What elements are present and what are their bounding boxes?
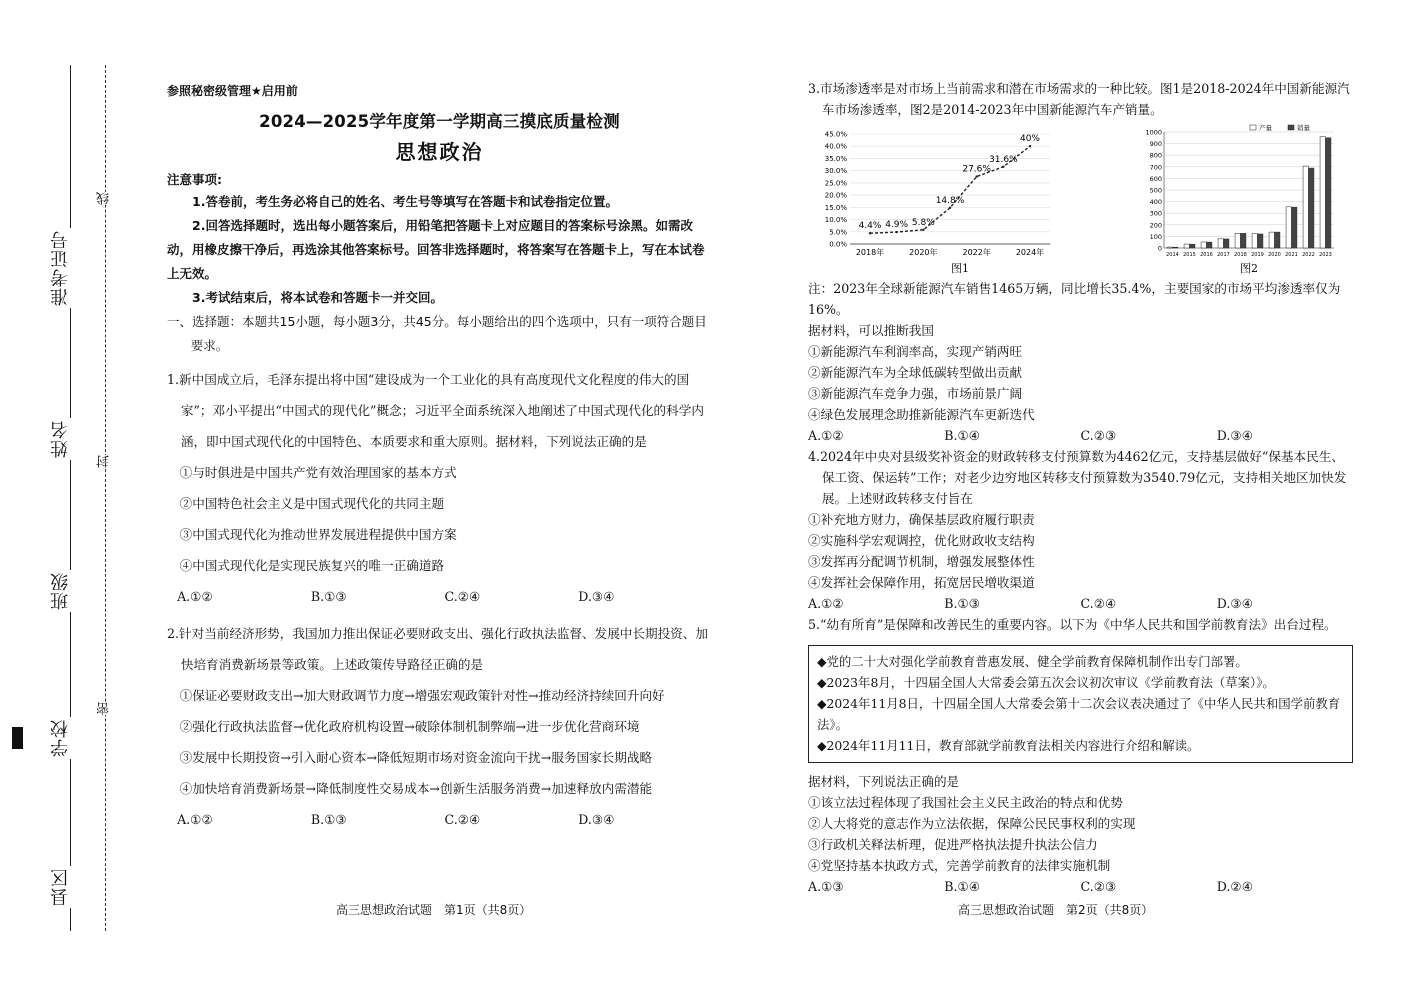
choice-c: C.②③ [1080,428,1117,443]
data-point [949,207,951,209]
y-tick-label: 45.0% [824,130,847,139]
x-tick-label: 2015 [1183,252,1196,258]
choice-c: C.②③ [1080,879,1117,894]
question-option: ③中国式现代化为推动世界发展进程提供中国方案 [179,527,457,542]
x-tick-label: 2016 [1200,252,1213,258]
choice-d: D.③④ [1216,596,1253,611]
x-tick-label: 2017 [1217,252,1230,258]
x-tick-label: 2020 [1268,252,1281,258]
bar [1292,207,1297,248]
data-label: 5.8% [911,217,935,228]
x-tick-label: 2022年 [962,248,991,257]
y-tick-label: 700 [1149,163,1162,172]
bar [1173,247,1178,248]
data-label: 40% [1019,134,1041,145]
alignment-mark [12,727,23,749]
answer-choices [808,876,1353,897]
y-tick-label: 30.0% [824,167,847,176]
question-5 [808,614,1353,897]
y-tick-label: 5.0% [829,228,847,237]
y-tick-label: 800 [1149,151,1162,160]
y-tick-label: 300 [1149,209,1162,218]
subject-title: 思想政治 [395,140,484,164]
chart-title: 图1 [951,262,969,275]
y-tick-label: 40.0% [824,142,847,151]
bar [1303,166,1308,248]
question-stem: 2.针对当前经济形势，我国加力推出保证必要财政支出、强化行政执法监督、发展中长期投资、加快培育消费新场景等政策。上述政策传导路径正确的是 [167,626,708,672]
data-point [1002,166,1004,168]
bar [1190,244,1195,248]
page-2 [808,78,1353,897]
timeline-item: ◆2024年11月11日，教育部就学前教育法相关内容进行介绍和解读。 [817,738,1200,753]
legend-swatch [1250,125,1256,130]
data-point [869,232,871,234]
secret-level: 参照秘密级管理★启用前 [167,84,298,98]
bar [1224,239,1229,248]
question-option: ②中国特色社会主义是中国式现代化的共同主题 [179,496,445,511]
choice-a: A.①② [177,589,213,604]
question-option: ②实施科学宏观调控，优化财政收支结构 [808,533,1035,548]
choice-d: D.③④ [578,812,615,827]
question-stem: 4.2024年中央对县级奖补资金的财政转移支付预算数为4462亿元，支持基层做好“保基本民生、保工资、保运转”工作；对老少边穷地区转移支付预算数为3540.79亿元，支持相关地区加快发展。上述财政转移支付旨在 [808,449,1347,506]
bar [1201,242,1206,248]
choice-c: C.②④ [444,812,481,827]
choice-a: A.①② [177,812,213,827]
x-tick-label: 2020年 [909,248,938,257]
y-tick-label: 200 [1149,221,1162,230]
x-tick-label: 2018 [1234,252,1247,258]
data-label: 14.8% [935,195,965,206]
x-tick-label: 2024年 [1015,248,1045,257]
seal-seal-char: 封 [95,455,115,468]
bar [1241,233,1246,248]
chart-title: 图2 [1240,262,1258,275]
question-option: ④绿色发展理念助推新能源汽车更新迭代 [808,407,1035,422]
answer-choices [167,804,712,835]
timeline-item: ◆2024年11月8日，十四届全国人大常委会第十二次会议表决通过了《中华人民共和国学前教育法》。 [817,696,1341,732]
y-tick-label: 25.0% [824,179,847,188]
choice-b: B.①③ [310,589,347,604]
choice-d: D.③④ [578,589,615,604]
choice-b: B.①③ [944,596,981,611]
choice-b: B.①③ [310,812,347,827]
exam-title: 2024—2025学年度第一学期高三摸底质量检测 [259,112,620,131]
section-heading: 一、选择题：本题共15小题，每小题3分，共45分。每小题给出的四个选项中，只有一项符合题目要求。 [167,314,707,353]
y-tick-label: 100 [1149,232,1162,241]
question-1 [167,364,712,612]
field-name-label: 姓名 [48,418,88,460]
x-tick-label: 2014 [1166,252,1179,258]
chart-area [808,124,1353,276]
y-tick-label: 10.0% [824,216,847,225]
bar [1235,233,1240,248]
data-label: 31.6% [989,154,1018,165]
timeline-item: ◆2023年8月，十四届全国人大常委会第五次会议初次审议《学前教育法（草案）》。 [817,675,1275,690]
legend-label: 销量 [1297,124,1310,132]
bar [1269,232,1274,248]
seal-secret-char: 密 [95,702,115,715]
bar [1320,137,1325,248]
question-option: ③新能源汽车竞争力强，市场前景广阔 [808,386,1023,401]
question-option: ②人大将党的意志作为立法依据，保障公民民事权利的实现 [808,816,1136,831]
bar [1258,234,1263,248]
y-tick-label: 0 [1157,244,1162,253]
data-point [975,175,977,177]
chart-production-sales [1138,124,1338,276]
question-option: ①与时俱进是中国共产党有效治理国家的基本方式 [179,465,457,480]
seal-line-char: 线 [95,192,115,205]
x-tick-label: 2021 [1285,252,1298,258]
bar [1207,242,1212,248]
answer-choices [808,425,1353,446]
data-point [922,229,924,231]
question-option: ③发展中长期投资→引入耐心资本→降低短期市场对资金流向干扰→服务国家长期战略 [179,750,653,765]
question-option: ①新能源汽车利润率高，实现产销两旺 [808,344,1023,359]
question-option: ②新能源汽车为全球低碳转型做出贡献 [808,365,1023,380]
question-option: ①该立法过程体现了我国社会主义民主政治的特点和优势 [808,795,1123,810]
x-tick-label: 2019 [1251,252,1264,258]
data-point [895,231,897,233]
y-tick-label: 400 [1149,198,1162,207]
question-stem: 5.“幼有所育”是保障和改善民生的重要内容。以下为《中华人民共和国学前教育法》出台过程。 [808,617,1337,632]
y-tick-label: 15.0% [824,203,847,212]
notice-item: 2.回答选择题时，选出每小题答案后，用铅笔把答题卡上对应题目的答案标号涂黑。如需改动，用橡皮擦干净后，再选涂其他答案标号。回答非选择题时，将答案写在答题卡上，写在本试卷上无效。 [167,218,705,281]
choice-a: A.①② [808,428,844,443]
bar [1184,244,1189,248]
page-1 [167,78,712,835]
bar [1252,234,1257,248]
data-label: 4.4% [858,221,882,232]
y-tick-label: 0.0% [829,240,847,249]
question-option: ②强化行政执法监督→优化政府机构设置→破除体制机制弊端→进一步优化营商环境 [179,719,640,734]
question-2 [167,618,712,835]
answer-choices [167,581,712,612]
data-label: 27.6% [962,164,991,175]
page-1-footer: 高三思想政治试题 第1页（共8页） [336,903,532,917]
question-stem: 1.新中国成立后，毛泽东提出将中国“建设成为一个工业化的具有高度现代文化程度的伟大的国家”；邓小平提出“中国式的现代化”概念；习近平全面系统深入地阐述了中国式现代化的科学内涵，即中国式现代化的中国特色、本质要求和重大原则。据材料，下列说法正确的是 [167,372,704,449]
bar [1326,138,1331,248]
question-option: ③发挥再分配调节机制，增强发展整体性 [808,554,1035,569]
question-option: ④发挥社会保障作用，拓宽居民增收渠道 [808,575,1035,590]
bar [1286,207,1291,248]
choice-c: C.②④ [444,589,481,604]
notice-item: 1.答卷前，考生务必将自己的姓名、考生号等填写在答题卡和试卷指定位置。 [192,194,618,209]
y-tick-label: 20.0% [824,191,847,200]
x-tick-label: 2018年 [855,248,885,257]
binding-solid-line [70,65,71,931]
choice-d: D.②④ [1216,879,1253,894]
choice-a: A.①② [808,596,844,611]
question-option: ④加快培育消费新场景→降低制度性交易成本→创新生活服务消费→加速释放内需潜能 [179,781,653,796]
data-point [1029,145,1031,147]
x-tick-label: 2023 [1319,252,1332,258]
timeline-item: ◆党的二十大对强化学前教育普惠发展、健全学前教育保障机制作出专门部署。 [817,654,1248,669]
question-option: ④党坚持基本执政方式，完善学前教育的法律实施机制 [808,858,1111,873]
field-exam-no-label: 准考证号 [48,228,88,308]
notice-heading: 注意事项: [167,172,222,187]
choice-c: C.②④ [1080,596,1117,611]
field-school-label: 学校 [48,717,88,759]
data-label: 4.9% [885,220,909,231]
question-option: ③行政机关释法析理，促进严格执法提升执法公信力 [808,837,1098,852]
choice-b: B.①④ [944,879,981,894]
field-county-label: 县区 [48,866,88,908]
question-lead: 据材料，下列说法正确的是 [808,774,960,789]
page-2-footer: 高三思想政治试题 第2页（共8页） [958,903,1154,917]
notice-item: 3.考试结束后，将本试卷和答题卡一并交回。 [192,290,443,305]
y-tick-label: 1000 [1145,128,1162,137]
question-stem: 3.市场渗透率是对市场上当前需求和潜在市场需求的一种比较。图1是2018-2024年中国新能源汽车市场渗透率，图2是2014-2023年中国新能源汽车产销量。 [808,81,1350,117]
question-3 [808,78,1353,446]
choice-d: D.③④ [1216,428,1253,443]
bar [1218,239,1223,248]
bar [1275,232,1280,248]
legend-label: 产量 [1259,124,1272,132]
question-lead: 据材料，可以推断我国 [808,323,934,338]
question-note: 注：2023年全球新能源汽车销售1465万辆，同比增长35.4%，主要国家的市场平均渗透率仅为16%。 [808,281,1341,317]
answer-choices [808,593,1353,614]
field-class-label: 班级 [48,570,88,612]
choice-b: B.①④ [944,428,981,443]
chart-penetration-rate [818,124,1068,276]
binding-margin [0,0,125,1003]
notice-section [167,169,712,310]
question-option: ④中国式现代化是实现民族复兴的唯一正确道路 [179,558,445,573]
bar [1309,168,1314,248]
x-tick-label: 2022 [1302,252,1315,258]
question-option: ①补充地方财力，确保基层政府履行职责 [808,512,1035,527]
y-tick-label: 600 [1149,174,1162,183]
y-tick-label: 900 [1149,140,1162,149]
choice-a: A.①③ [808,879,844,894]
question-4 [808,446,1353,614]
y-tick-label: 35.0% [824,154,847,163]
y-tick-label: 500 [1149,186,1162,195]
bar [1167,247,1172,248]
question-option: ①保证必要财政支出→加大财政调节力度→增强宏观政策针对性→推动经济持续回升向好 [179,688,665,703]
legislation-timeline-box [808,645,1353,763]
legend-swatch [1288,125,1294,130]
